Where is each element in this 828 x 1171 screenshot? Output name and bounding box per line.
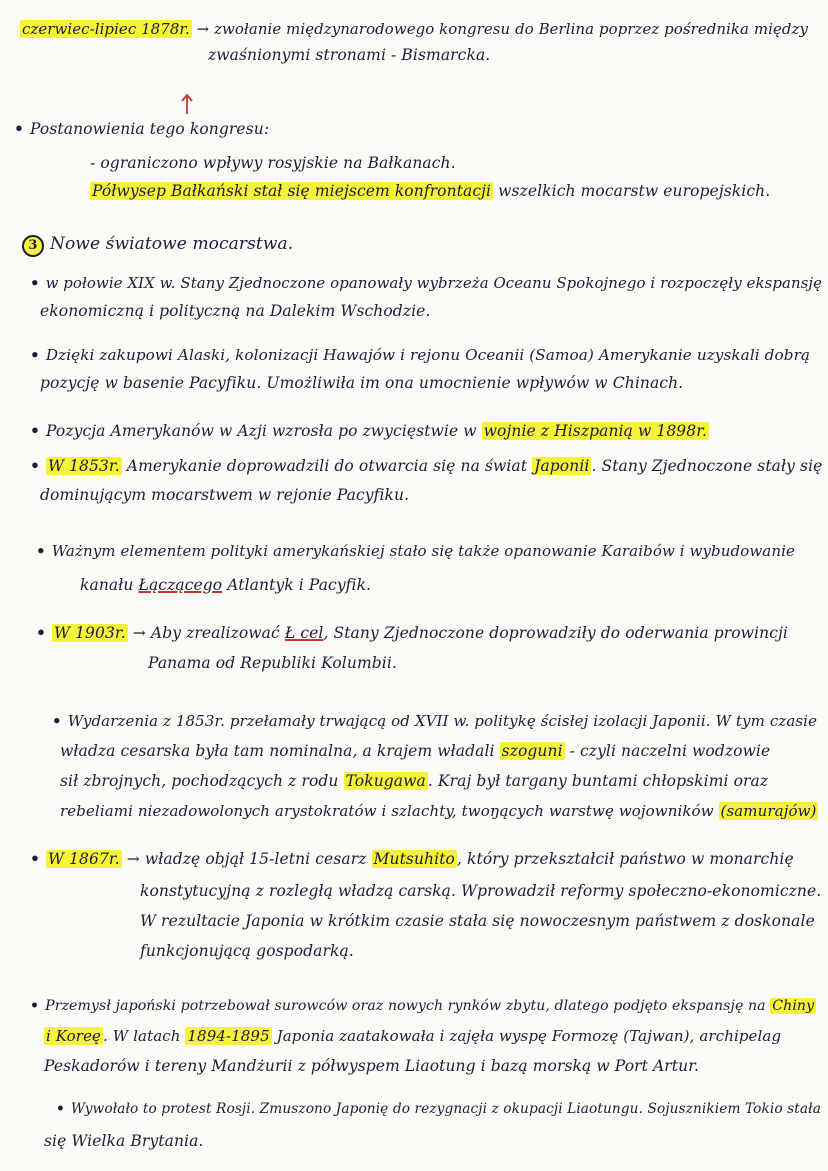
note-line: funkcjonującą gospodarką. — [140, 942, 354, 960]
note-line: się Wielka Brytania. — [44, 1132, 204, 1150]
note-line — [20, 18, 808, 40]
note-text: Ważnym elementem polityki amerykańskiej stało się także opanowanie Karaibów i wybudowanie — [51, 542, 795, 560]
note-line — [56, 1098, 821, 1120]
highlight-date: W 1853r. — [48, 457, 120, 475]
note-line: konstytucyjną z rozległą władzą carską. Wprowadził reformy społeczno-ekonomiczne. — [140, 882, 822, 900]
note-line: ekonomiczną i polityczną na Dalekim Wschodzie. — [40, 302, 431, 320]
note-line — [90, 180, 770, 202]
note-text: władza cesarska była tam nominalna, a krajem władali — [60, 742, 495, 760]
bullet-icon: • — [30, 274, 40, 292]
highlight-date: czerwiec-lipiec 1878r. — [22, 20, 190, 38]
note-text: Postanowienia tego kongresu: — [30, 120, 270, 138]
note-text: . Kraj był targany buntami chłopskimi oraz — [427, 772, 769, 790]
highlight-text: Japonii — [534, 457, 590, 475]
note-text: . Stany Zjednoczone stały się — [591, 457, 823, 475]
note-line — [52, 710, 817, 732]
note-line — [30, 455, 822, 477]
highlight-date: 1894-1895 — [187, 1027, 270, 1045]
highlight-text: szoguni — [501, 742, 563, 760]
note-text: , Stany Zjednoczone doprowadziły do oderwania prowincji — [323, 624, 788, 642]
note-text: sił zbrojnych, pochodzących z rodu — [60, 772, 339, 790]
highlight-text: Tokugawa — [345, 772, 426, 790]
note-line: pozycję w basenie Pacyfiku. Umożliwiła im ona umocnienie wpływów w Chinach. — [40, 374, 684, 392]
bullet-icon: • — [36, 623, 47, 642]
note-text: Wydarzenia z 1853r. przełamały trwającą od XVII w. politykę ścisłej izolacji Japonii. W tym czasie — [67, 712, 818, 730]
note-text: . W latach — [103, 1027, 181, 1045]
highlight-text: wojnie z Hiszpanią w 1898r. — [483, 422, 708, 440]
bullet-icon: • — [52, 712, 62, 730]
highlight-text: Półwysep Bałkański stał się miejscem konfrontacji — [92, 182, 492, 200]
bullet-icon: • — [14, 119, 25, 138]
note-line — [30, 848, 794, 870]
note-line — [36, 540, 795, 562]
note-text: Pozycja Amerykanów w Azji wzrosła po zwycięstwie w — [46, 422, 477, 440]
note-text: - czyli naczelni wodzowie — [564, 742, 771, 760]
highlight-text: (samurajów) — [720, 802, 817, 820]
note-line: dominującym mocarstwem w rejonie Pacyfiku. — [40, 486, 410, 504]
note-text: Przemysł japoński potrzebował surowców oraz nowych rynków zbytu, dlatego podjęto ekspansję na — [45, 998, 766, 1014]
bullet-icon: • — [30, 421, 41, 440]
bullet-icon: • — [30, 998, 40, 1014]
note-line — [30, 272, 822, 294]
note-text: → zwołanie międzynarodowego kongresu do Berlina poprzez pośrednika między — [196, 20, 808, 38]
red-arrow-icon — [180, 93, 194, 115]
highlight-date: W 1903r. — [54, 624, 126, 642]
highlight-date: W 1867r. — [48, 850, 120, 868]
note-text: Wywołało to protest Rosji. Zmuszono Japonię do rezygnacji z okupacji Liaotungu. Sojusznikiem Tokio stała — [70, 1101, 821, 1117]
underlined-text: Łączącego — [138, 576, 223, 594]
note-line — [14, 118, 269, 140]
note-text: → Aby zrealizować — [127, 624, 280, 642]
note-line — [60, 770, 768, 792]
highlight-text: i Koreę — [46, 1027, 102, 1045]
bullet-icon: • — [30, 456, 41, 475]
note-line — [30, 995, 816, 1017]
note-text: Atlantyk i Pacyfik. — [222, 576, 372, 594]
note-text: Dzięki zakupowi Alaski, kolonizacji Hawajów i rejonu Oceanii (Samoa) Amerykanie uzyskali dobrą — [45, 346, 811, 364]
note-line: - ograniczono wpływy rosyjskie na Bałkanach. — [90, 154, 456, 172]
note-text: kanału — [80, 576, 134, 594]
note-line: Panama od Republiki Kolumbii. — [148, 654, 397, 672]
bullet-icon: • — [30, 849, 41, 868]
bullet-icon: • — [36, 542, 46, 560]
note-line: W rezultacie Japonia w krótkim czasie stała się nowoczesnym państwem z doskonale — [140, 912, 815, 930]
note-line: Peskadorów i tereny Mandżurii z półwyspem Liaotung i bazą morską w Port Artur. — [44, 1057, 700, 1075]
underlined-text: Ł cel — [284, 624, 324, 642]
bullet-icon: • — [56, 1101, 65, 1117]
note-line — [60, 740, 770, 762]
section-heading — [22, 233, 293, 257]
note-line — [30, 344, 810, 366]
highlight-text: Mutsuhito — [373, 850, 455, 868]
note-text: → władzę objął 15-letni cesarz — [121, 850, 367, 868]
note-text: w połowie XIX w. Stany Zjednoczone opanowały wybrzeża Oceanu Spokojnego i rozpoczęły ekspansję — [45, 274, 823, 292]
highlight-text: Chiny — [772, 998, 815, 1014]
note-line — [80, 574, 371, 596]
note-text: Amerykanie doprowadzili do otwarcia się na świat — [121, 457, 528, 475]
note-line: zwaśnionymi stronami - Bismarcka. — [208, 46, 491, 64]
note-text: Japonia zaatakowała i zajęła wyspę Formozę (Tajwan), archipelag — [271, 1027, 782, 1045]
note-line — [44, 1025, 781, 1047]
section-number-badge: 3 — [22, 235, 44, 257]
note-line — [30, 420, 709, 442]
note-text: rebeliami niezadowolonych arystokratów i szlachty, twoŋących warstwę wojowników — [60, 802, 714, 820]
note-line — [60, 800, 818, 822]
bullet-icon: • — [30, 346, 40, 364]
note-text: , który przekształcił państwo w monarchię — [456, 850, 794, 868]
note-line — [36, 622, 788, 644]
section-title: Nowe światowe mocarstwa. — [50, 234, 294, 254]
note-text: wszelkich mocarstw europejskich. — [493, 182, 771, 200]
